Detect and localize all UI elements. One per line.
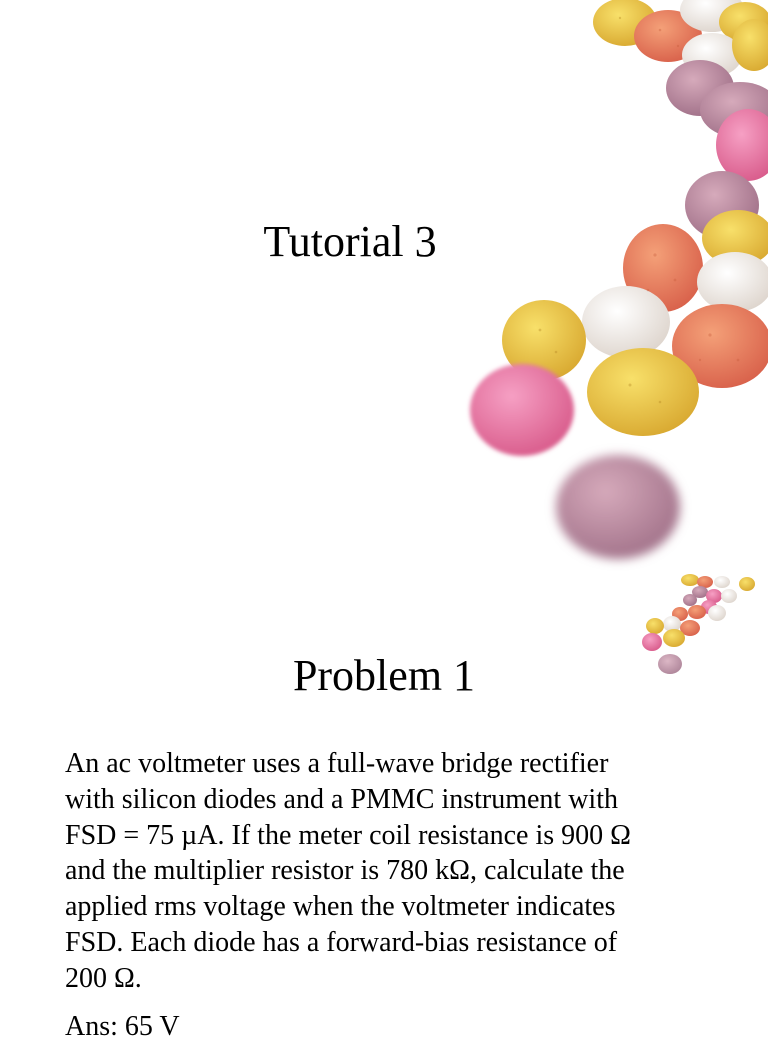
problem-line: An ac voltmeter uses a full-wave bridge rectifier — [65, 748, 609, 779]
slide-problem — [0, 576, 768, 1042]
problem-line: FSD = 75 µA. If the meter coil resistance is 900 Ω — [65, 819, 631, 851]
answer-text: Ans: 65 V — [65, 1010, 180, 1042]
problem-line: FSD. Each diode has a forward-bias resistance of — [65, 926, 618, 958]
slide-title-text: Problem 1 — [292, 651, 476, 700]
problem-line: with silicon diodes and a PMMC instrument with — [65, 783, 618, 815]
problem-line: 200 Ω. — [65, 962, 142, 994]
problem-line: and the multiplier resistor is 780 kΩ, calculate the — [65, 855, 625, 887]
problem-line: applied rms voltage when the voltmeter indicates — [65, 891, 616, 923]
slide-title-text: Tutorial 3 — [263, 217, 437, 266]
problem-statement — [65, 746, 705, 1044]
